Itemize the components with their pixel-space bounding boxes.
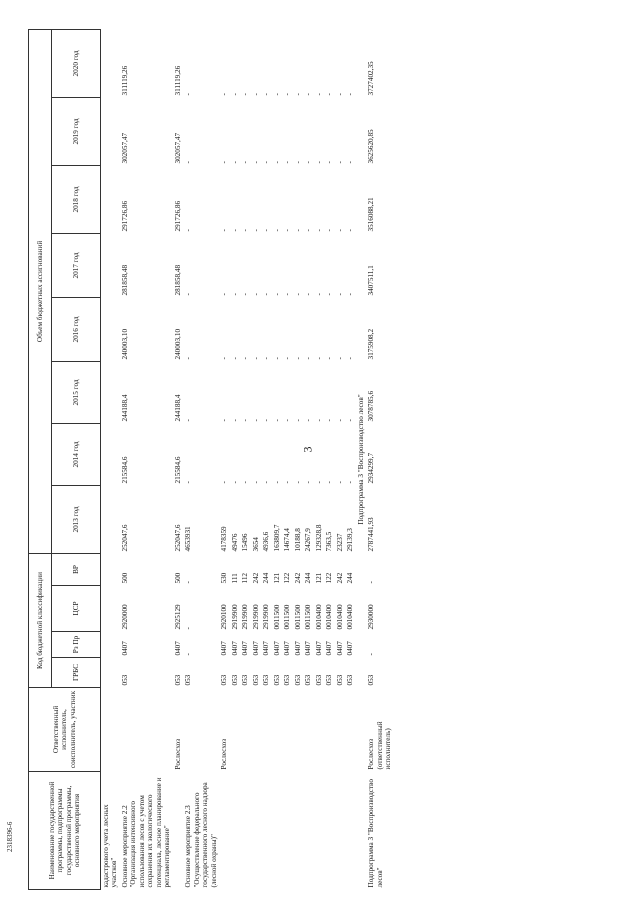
row-value: 3654 — [251, 537, 260, 552]
header-year: 2017 год — [52, 234, 101, 298]
row-executor — [345, 688, 355, 772]
row-value: - — [272, 357, 281, 360]
row-value: 3175908,2 — [367, 328, 376, 360]
row-csr: 0011500 — [293, 604, 302, 630]
row-rzpr: 0407 — [251, 641, 260, 656]
row-value: 4178359 — [220, 526, 229, 552]
row-value: 15496 — [241, 533, 250, 552]
row-value: - — [314, 293, 323, 296]
table-row — [219, 29, 229, 889]
row-value: - — [293, 419, 302, 422]
row-vr: 244 — [304, 572, 313, 584]
table-row — [324, 29, 334, 889]
row-value — [101, 98, 120, 166]
row-vr: - — [184, 581, 193, 584]
row-value: 4936,6 — [262, 531, 271, 552]
row-name — [261, 772, 271, 890]
row-value: - — [335, 481, 344, 484]
row-vr: 121 — [272, 572, 281, 584]
row-executor — [324, 688, 334, 772]
row-csr — [101, 586, 120, 632]
table-row — [272, 29, 282, 889]
row-grbs: 053 — [346, 674, 355, 686]
row-value: - — [184, 481, 193, 484]
row-value: - — [184, 93, 193, 96]
row-value: - — [335, 293, 344, 296]
row-value: - — [272, 161, 281, 164]
row-value: - — [251, 357, 260, 360]
row-value — [101, 486, 120, 554]
rotated-table-container — [28, 30, 588, 890]
header-year: 2019 год — [52, 98, 101, 166]
header-year: 2016 год — [52, 298, 101, 362]
row-value: - — [335, 419, 344, 422]
row-value: 3407511,1 — [367, 265, 376, 296]
row-executor — [183, 688, 219, 772]
row-value: 311119,26 — [173, 65, 182, 96]
row-value: 2787441,93 — [367, 517, 376, 552]
row-grbs: 053 — [120, 674, 129, 686]
row-executor — [251, 688, 261, 772]
row-value: - — [230, 229, 239, 232]
row-vr: 242 — [251, 572, 260, 584]
row-rzpr: 0407 — [335, 641, 344, 656]
row-value: - — [230, 481, 239, 484]
row-value: 311119,26 — [120, 65, 129, 96]
row-rzpr: 0407 — [230, 641, 239, 656]
row-value: 252047,6 — [173, 524, 182, 552]
row-value: - — [335, 161, 344, 164]
row-csr: 2919900 — [262, 604, 271, 630]
row-csr: 0010400 — [335, 604, 344, 630]
header-name: Наименование государственной программы, подпрограммы государственной программы, основного мероприятия — [29, 772, 101, 890]
row-value: 244188,4 — [173, 394, 182, 422]
row-rzpr: 0407 — [173, 641, 182, 656]
header-row-top — [29, 29, 52, 889]
row-value: - — [283, 93, 292, 96]
row-value — [101, 234, 120, 298]
row-value: - — [283, 357, 292, 360]
row-rzpr: 0407 — [220, 641, 229, 656]
table-row — [183, 29, 219, 889]
row-value: - — [251, 229, 260, 232]
row-value — [101, 362, 120, 424]
row-value: - — [283, 419, 292, 422]
row-name: Подпрограмма 3 "Воспроизводство лесов" — [367, 779, 384, 888]
row-value: - — [262, 481, 271, 484]
row-value: - — [241, 419, 250, 422]
row-value — [101, 29, 120, 97]
row-grbs: 053 — [241, 674, 250, 686]
row-vr: 121 — [314, 572, 323, 584]
row-value: - — [230, 161, 239, 164]
table-row — [101, 29, 120, 889]
row-value: - — [304, 293, 313, 296]
row-value: - — [251, 93, 260, 96]
row-value: 163809,7 — [272, 524, 281, 552]
row-vr: 244 — [262, 572, 271, 584]
row-vr: 122 — [325, 572, 334, 584]
table-row — [120, 29, 173, 889]
row-value: - — [241, 293, 250, 296]
row-csr: 2919900 — [251, 604, 260, 630]
row-name — [345, 772, 355, 890]
row-name — [314, 772, 324, 890]
row-value: 302057,47 — [173, 132, 182, 164]
row-value — [101, 298, 120, 362]
row-grbs: 053 — [262, 674, 271, 686]
row-value: - — [346, 161, 355, 164]
row-rzpr: 0407 — [304, 641, 313, 656]
row-rzpr: - — [184, 653, 193, 656]
table-row — [251, 29, 261, 889]
row-value: 7363,5 — [325, 531, 334, 552]
row-value: - — [304, 93, 313, 96]
row-grbs: 053 — [335, 674, 344, 686]
document-code: 2318396-6 — [6, 821, 14, 852]
header-csr: ЦСР — [52, 586, 101, 632]
row-value: - — [230, 357, 239, 360]
row-rzpr: 0407 — [272, 641, 281, 656]
row-name — [282, 772, 292, 890]
row-csr: 2930000 — [367, 604, 376, 630]
row-value: 291726,86 — [173, 200, 182, 232]
row-value: - — [325, 419, 334, 422]
row-csr: 2919900 — [230, 604, 239, 630]
table-row — [345, 29, 355, 889]
row-value: - — [314, 229, 323, 232]
row-value: - — [283, 161, 292, 164]
row-value: - — [262, 229, 271, 232]
row-value: - — [184, 229, 193, 232]
row-name — [173, 772, 183, 890]
table-row — [230, 29, 240, 889]
row-value: 240003,10 — [120, 328, 129, 360]
row-csr: 0011500 — [304, 604, 313, 630]
row-executor — [272, 688, 282, 772]
row-value: - — [272, 419, 281, 422]
row-executor — [120, 688, 173, 772]
row-value: - — [184, 357, 193, 360]
table-body — [101, 29, 394, 889]
row-value — [101, 166, 120, 234]
header-volume-group: Объем бюджетных ассигнований — [29, 29, 52, 553]
row-executor: Рослесхоз — [173, 738, 182, 770]
row-name — [230, 772, 240, 890]
row-value: - — [304, 229, 313, 232]
row-value: - — [262, 161, 271, 164]
row-value: - — [272, 481, 281, 484]
row-csr: 0011500 — [283, 604, 292, 630]
row-value: 129328,8 — [314, 524, 323, 552]
table-row — [293, 29, 303, 889]
row-executor — [230, 688, 240, 772]
row-value: 49476 — [230, 533, 239, 552]
row-value: - — [251, 293, 260, 296]
row-value: 215584,6 — [120, 456, 129, 484]
row-value: - — [262, 293, 271, 296]
row-value — [101, 424, 120, 486]
row-value: 3625620,85 — [367, 129, 376, 164]
row-value: - — [314, 481, 323, 484]
row-executor — [293, 688, 303, 772]
row-value: - — [251, 419, 260, 422]
row-value: 3516088,21 — [367, 197, 376, 232]
row-csr: 2920100 — [220, 604, 229, 630]
row-name — [303, 772, 313, 890]
row-value: 14674,4 — [283, 528, 292, 552]
row-value: - — [346, 357, 355, 360]
row-rzpr: 0407 — [293, 641, 302, 656]
row-vr: 112 — [241, 572, 250, 584]
header-year: 2014 год — [52, 424, 101, 486]
row-executor — [282, 688, 292, 772]
row-rzpr: - — [367, 653, 376, 656]
row-value: - — [251, 481, 260, 484]
row-executor: Рослесхоз — [220, 738, 229, 770]
row-grbs — [101, 658, 120, 688]
row-value: - — [283, 229, 292, 232]
row-grbs: 053 — [304, 674, 313, 686]
row-executor — [314, 688, 324, 772]
row-value: - — [184, 293, 193, 296]
row-value: - — [325, 293, 334, 296]
row-name — [324, 772, 334, 890]
row-value: - — [325, 161, 334, 164]
row-value: - — [184, 419, 193, 422]
row-vr: 500 — [173, 572, 182, 584]
row-value: - — [335, 357, 344, 360]
row-grbs: 053 — [251, 674, 260, 686]
row-vr: 242 — [335, 572, 344, 584]
table-row — [240, 29, 250, 889]
row-rzpr: 0407 — [314, 641, 323, 656]
row-csr: 2920000 — [120, 604, 129, 630]
row-value: - — [283, 293, 292, 296]
row-name — [251, 772, 261, 890]
row-value: - — [304, 481, 313, 484]
row-value: - — [220, 161, 229, 164]
header-vr: ВР — [52, 554, 101, 586]
row-value: - — [346, 93, 355, 96]
header-year: 2020 год — [52, 29, 101, 97]
row-value: - — [241, 229, 250, 232]
row-executor — [240, 688, 250, 772]
row-value: - — [230, 293, 239, 296]
row-vr: 530 — [220, 572, 229, 584]
row-grbs: 053 — [314, 674, 323, 686]
row-value: - — [304, 419, 313, 422]
row-value: - — [293, 161, 302, 164]
row-value: 3727402,35 — [367, 61, 376, 96]
row-value: 10188,8 — [293, 528, 302, 552]
row-csr: 2925129 — [173, 604, 182, 630]
row-grbs: 053 — [325, 674, 334, 686]
row-value: - — [325, 229, 334, 232]
row-rzpr: 0407 — [325, 641, 334, 656]
row-value: - — [304, 357, 313, 360]
row-vr — [101, 554, 120, 586]
row-value: - — [241, 357, 250, 360]
row-value: 29139,3 — [346, 528, 355, 552]
row-value: - — [220, 357, 229, 360]
row-value: - — [346, 419, 355, 422]
row-value: - — [293, 481, 302, 484]
row-value: - — [251, 161, 260, 164]
row-value: 3078785,6 — [367, 390, 376, 422]
row-value: 24267,9 — [304, 528, 313, 552]
subprogram-heading: Подпрограмма 3 "Воспроизводство лесов" — [356, 394, 365, 525]
row-value: - — [230, 93, 239, 96]
row-value: - — [184, 161, 193, 164]
row-value: - — [220, 229, 229, 232]
row-value: 302057,47 — [120, 132, 129, 164]
table-row — [282, 29, 292, 889]
subprogram-heading-row — [356, 29, 366, 889]
row-value: 244188,4 — [120, 394, 129, 422]
header-executor: Ответственный исполнитель, соисполнитель, участник — [29, 688, 101, 772]
table-row — [261, 29, 271, 889]
row-grbs: 053 — [184, 674, 193, 686]
row-vr: 500 — [120, 572, 129, 584]
page-number: 3 — [300, 446, 315, 453]
row-value: - — [220, 481, 229, 484]
row-value: - — [230, 419, 239, 422]
header-grbs: ГРБС — [52, 658, 101, 688]
row-value: - — [293, 293, 302, 296]
row-executor — [335, 688, 345, 772]
row-executor — [261, 688, 271, 772]
row-rzpr: 0407 — [346, 641, 355, 656]
row-value: - — [262, 93, 271, 96]
row-name: Основное мероприятие 2.3 "Осуществление федерального государственного лесного надзора (лесной охраны)" — [184, 782, 218, 888]
row-value: 281858,48 — [120, 264, 129, 296]
table-row — [314, 29, 324, 889]
row-value: - — [314, 161, 323, 164]
row-value: - — [293, 229, 302, 232]
row-value: - — [314, 93, 323, 96]
row-csr: 0011500 — [272, 604, 281, 630]
row-csr: 0010400 — [325, 604, 334, 630]
row-executor — [101, 688, 120, 772]
header-rzpr: Рз Пр — [52, 632, 101, 658]
row-executor: Рослесхоз (ответственный исполнитель) — [367, 721, 393, 770]
row-value: - — [220, 293, 229, 296]
row-value: - — [241, 161, 250, 164]
row-vr: - — [367, 581, 376, 584]
row-value: - — [346, 229, 355, 232]
row-rzpr — [101, 632, 120, 658]
row-value: - — [241, 481, 250, 484]
row-value: - — [262, 357, 271, 360]
row-grbs: 053 — [220, 674, 229, 686]
row-rzpr: 0407 — [120, 641, 129, 656]
row-grbs: 053 — [173, 674, 182, 686]
row-value: - — [220, 419, 229, 422]
row-csr: - — [184, 627, 193, 630]
row-value: - — [325, 93, 334, 96]
row-grbs: 053 — [293, 674, 302, 686]
row-value: - — [262, 419, 271, 422]
row-csr: 2919900 — [241, 604, 250, 630]
row-value: - — [335, 229, 344, 232]
row-value: 2934299,7 — [367, 452, 376, 484]
row-value: 281858,48 — [173, 264, 182, 296]
row-value: - — [283, 481, 292, 484]
row-name — [272, 772, 282, 890]
table-row — [303, 29, 313, 889]
row-value: - — [220, 93, 229, 96]
table-row — [173, 29, 183, 889]
row-value: 252047,6 — [120, 524, 129, 552]
row-vr: 122 — [283, 572, 292, 584]
row-value: - — [314, 419, 323, 422]
row-value: 291726,86 — [120, 200, 129, 232]
row-value: - — [272, 293, 281, 296]
row-value: 23237 — [335, 533, 344, 552]
row-value: 4653931 — [184, 526, 193, 552]
row-value: 215584,6 — [173, 456, 182, 484]
row-value: - — [293, 357, 302, 360]
row-rzpr: 0407 — [241, 641, 250, 656]
header-year: 2018 год — [52, 166, 101, 234]
row-csr: 0010400 — [314, 604, 323, 630]
budget-table — [28, 29, 394, 890]
row-name — [240, 772, 250, 890]
row-name — [293, 772, 303, 890]
row-value: - — [346, 293, 355, 296]
header-year: 2013 год — [52, 486, 101, 554]
row-value: - — [314, 357, 323, 360]
row-vr: 111 — [230, 573, 239, 584]
row-name — [219, 772, 229, 890]
row-value: - — [241, 93, 250, 96]
row-value: - — [272, 93, 281, 96]
row-rzpr: 0407 — [283, 641, 292, 656]
row-value: - — [293, 93, 302, 96]
row-vr: 242 — [293, 572, 302, 584]
row-executor — [303, 688, 313, 772]
subprogram-row — [366, 29, 393, 889]
row-value: - — [272, 229, 281, 232]
row-name: кадастрового учета лесных участков" — [102, 804, 119, 888]
row-grbs: 053 — [283, 674, 292, 686]
header-code-group: Код бюджетной классификации — [29, 554, 52, 688]
header-year: 2015 год — [52, 362, 101, 424]
row-name: Основное мероприятие 2.2 "Организация интенсивного использования лесов с учетом сохранения их экологического потенциала, лесное планирование и регламентирование" — [120, 777, 172, 888]
table-row — [335, 29, 345, 889]
row-grbs: 053 — [230, 674, 239, 686]
row-name — [335, 772, 345, 890]
row-value: - — [304, 161, 313, 164]
row-value: - — [335, 93, 344, 96]
row-value: - — [346, 481, 355, 484]
row-grbs: 053 — [272, 674, 281, 686]
row-value: - — [325, 481, 334, 484]
row-rzpr: 0407 — [262, 641, 271, 656]
row-grbs: 053 — [367, 674, 376, 686]
row-csr: 0010400 — [346, 604, 355, 630]
row-vr: 244 — [346, 572, 355, 584]
row-value: 240003,10 — [173, 328, 182, 360]
row-value: - — [325, 357, 334, 360]
